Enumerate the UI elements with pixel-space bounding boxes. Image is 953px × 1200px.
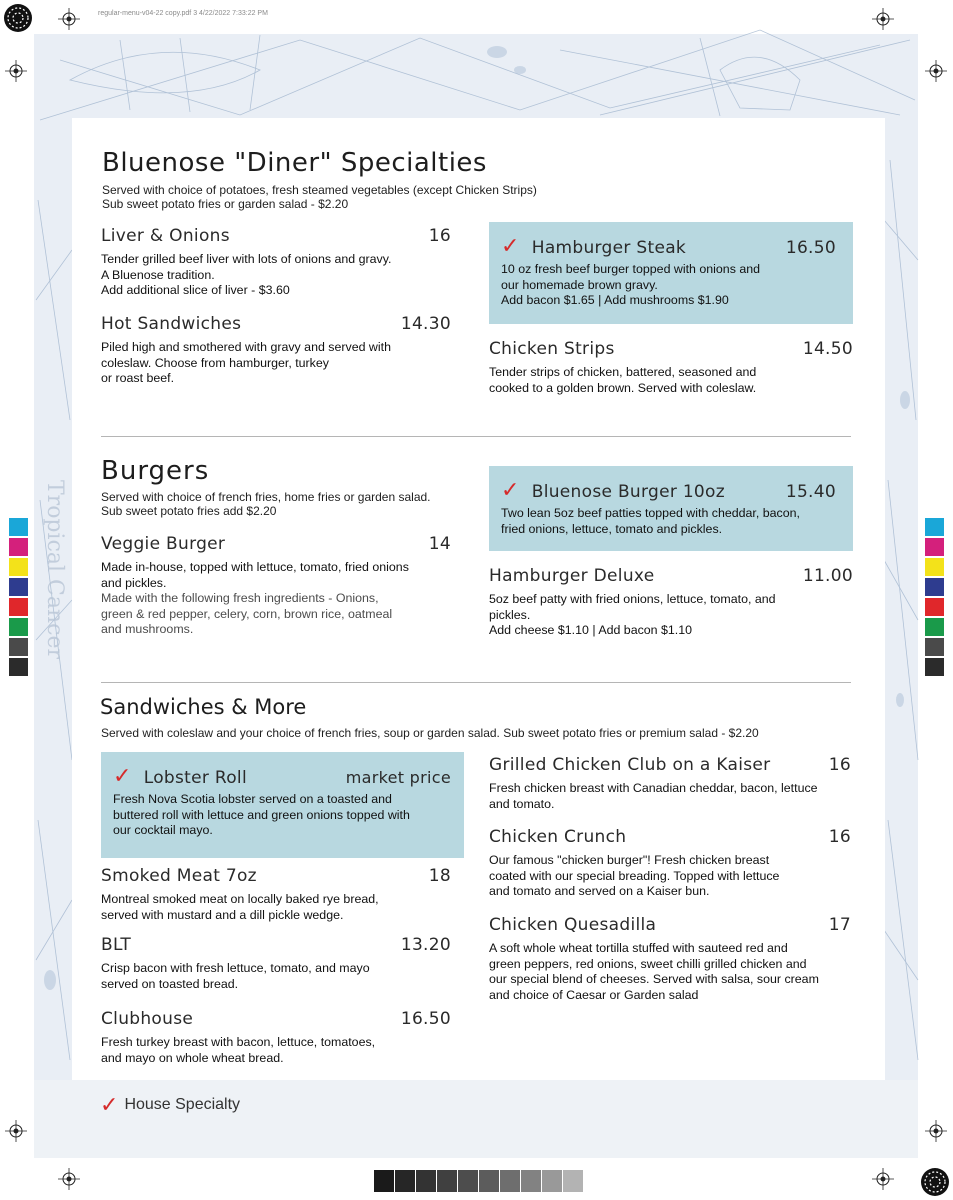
item-price: 15.40 (785, 482, 836, 502)
menu-item (101, 534, 451, 638)
gray-swatch (500, 1170, 520, 1192)
menu-item (489, 915, 851, 1003)
color-swatch (9, 638, 28, 658)
item-price: 17 (828, 915, 851, 935)
menu-item (101, 935, 451, 992)
item-name: BLT (101, 935, 132, 955)
item-description: Piled high and smothered with gravy and served with coleslaw. Choose from hamburger, turkey or roast beef. (101, 340, 391, 385)
item-description: 5oz beef patty with fried onions, lettuce, tomato, and pickles. Add cheese $1.10 | Add bacon $1.10 (489, 592, 776, 637)
color-swatch (9, 618, 28, 638)
section-note-sandwiches: Served with coleslaw and your choice of french fries, soup or garden salad. Sub sweet potato fries or premium salad - $2.20 (101, 726, 759, 740)
color-swatch (9, 538, 28, 558)
checkmark-icon: ✓ (501, 234, 520, 259)
target-mark-icon (920, 1167, 950, 1197)
checkmark-icon: ✓ (501, 478, 520, 503)
item-price: 16.50 (400, 1009, 451, 1029)
item-price: 14.30 (400, 314, 451, 334)
menu-item (101, 866, 451, 923)
registration-mark-icon (5, 1120, 27, 1142)
section-divider (101, 436, 851, 437)
item-description: Tender grilled beef liver with lots of onions and gravy. A Bluenose tradition. Add additional slice of liver - $3.60 (101, 252, 392, 297)
item-name: Veggie Burger (101, 534, 226, 554)
item-description: 10 oz fresh beef burger topped with onions and our homemade brown gravy. Add bacon $1.65 | Add mushrooms $1.90 (501, 262, 761, 307)
item-description: Fresh turkey breast with bacon, lettuce, tomatoes, and mayo on whole wheat bread. (101, 1035, 376, 1065)
color-swatch (925, 578, 944, 598)
color-calibration-bar (925, 518, 944, 678)
print-file-label: regular-menu-v04-22 copy.pdf 3 4/22/2022 7:33:22 PM (98, 10, 268, 17)
item-name: Clubhouse (101, 1009, 194, 1029)
item-price: 18 (428, 866, 451, 886)
item-price: market price (345, 768, 451, 787)
item-description: Fresh Nova Scotia lobster served on a toasted and buttered roll with lettuce and green onions topped with our cocktail mayo. (113, 792, 410, 837)
registration-mark-icon (58, 8, 80, 30)
item-description: Made in-house, topped with lettuce, tomato, fried onions and pickles. (101, 560, 409, 590)
gray-swatch (416, 1170, 436, 1192)
menu-item (489, 755, 851, 812)
item-name: Hamburger Steak (531, 238, 687, 258)
menu-item (113, 766, 451, 839)
legend-label: House Specialty (124, 1096, 241, 1113)
color-swatch (925, 658, 944, 678)
gray-swatch (542, 1170, 562, 1192)
section-title-sandwiches: Sandwiches & More (100, 695, 307, 719)
section-divider (101, 682, 851, 683)
color-swatch (925, 598, 944, 618)
grayscale-calibration-bar (374, 1170, 584, 1192)
section-note-burgers: Served with choice of french fries, home fries or garden salad. Sub sweet potato fries add $2.20 (101, 490, 431, 518)
item-name: Hamburger Deluxe (489, 566, 655, 586)
footer-band (34, 1080, 918, 1158)
house-specialty-box (489, 466, 853, 551)
section-title-burgers: Burgers (101, 456, 210, 486)
menu-item (501, 480, 836, 537)
item-name: Lobster Roll (143, 768, 247, 788)
color-swatch (925, 538, 944, 558)
item-name: Chicken Quesadilla (489, 915, 657, 935)
menu-item (489, 827, 851, 900)
house-specialty-box (101, 752, 464, 858)
registration-mark-icon (925, 60, 947, 82)
item-name: Hot Sandwiches (101, 314, 242, 334)
color-swatch (925, 638, 944, 658)
item-price: 14.50 (802, 339, 853, 359)
color-swatch (9, 518, 28, 538)
item-ingredients: Made with the following fresh ingredients - Onions, green & red pepper, celery, corn, brown rice, oatmeal and mushrooms. (101, 591, 393, 636)
color-swatch (9, 578, 28, 598)
item-price: 13.20 (400, 935, 451, 955)
registration-mark-icon (872, 1168, 894, 1190)
color-swatch (925, 518, 944, 538)
color-swatch (9, 658, 28, 678)
item-name: Chicken Crunch (489, 827, 627, 847)
item-description: Crisp bacon with fresh lettuce, tomato, and mayo served on toasted bread. (101, 961, 370, 991)
gray-swatch (374, 1170, 394, 1192)
gray-swatch (458, 1170, 478, 1192)
menu-item (101, 226, 451, 299)
item-price: 16.50 (785, 238, 836, 258)
menu-item (501, 236, 836, 309)
color-swatch (925, 618, 944, 638)
item-name: Liver & Onions (101, 226, 230, 246)
house-specialty-box (489, 222, 853, 324)
item-description: Our famous "chicken burger"! Fresh chicken breast coated with our special breading. Topped with lettuce and tomato and served on a Kaiser bun. (489, 853, 780, 898)
registration-mark-icon (58, 1168, 80, 1190)
registration-mark-icon (925, 1120, 947, 1142)
item-name: Smoked Meat 7oz (101, 866, 257, 886)
color-calibration-bar (9, 518, 28, 678)
gray-swatch (563, 1170, 583, 1192)
registration-mark-icon (5, 60, 27, 82)
menu-item (101, 314, 451, 387)
color-swatch (925, 558, 944, 578)
item-description: A soft whole wheat tortilla stuffed with sauteed red and green peppers, red onions, sweet chilli grilled chicken and our special blend of cheeses. Served with salsa, sour cream and choice of Caesar or Garden salad (489, 941, 819, 1002)
registration-mark-icon (872, 8, 894, 30)
target-mark-icon (3, 3, 33, 33)
color-swatch (9, 598, 28, 618)
menu-item (489, 566, 853, 639)
item-price: 11.00 (802, 566, 853, 586)
color-swatch (9, 558, 28, 578)
item-description: Two lean 5oz beef patties topped with cheddar, bacon, fried onions, lettuce, tomato and pickles. (501, 506, 800, 536)
menu-item (101, 1009, 451, 1066)
item-name: Grilled Chicken Club on a Kaiser (489, 755, 771, 775)
item-price: 16 (828, 827, 851, 847)
item-price: 16 (428, 226, 451, 246)
menu-item (489, 339, 853, 396)
item-description: Tender strips of chicken, battered, seasoned and cooked to a golden brown. Served with coleslaw. (489, 365, 757, 395)
item-description: Fresh chicken breast with Canadian cheddar, bacon, lettuce and tomato. (489, 781, 818, 811)
item-price: 14 (428, 534, 451, 554)
checkmark-icon: ✓ (113, 764, 132, 789)
section-note-diner: Served with choice of potatoes, fresh steamed vegetables (except Chicken Strips) Sub sweet potato fries or garden salad - $2.20 (102, 183, 537, 211)
gray-swatch (521, 1170, 541, 1192)
gray-swatch (395, 1170, 415, 1192)
item-price: 16 (828, 755, 851, 775)
item-description: Montreal smoked meat on locally baked rye bread, served with mustard and a dill pickle wedge. (101, 892, 379, 922)
section-title-diner: Bluenose "Diner" Specialties (102, 148, 487, 178)
gray-swatch (437, 1170, 457, 1192)
gray-swatch (479, 1170, 499, 1192)
svg-text:Tropical Cancer: Tropical Cancer (42, 480, 67, 659)
item-name: Bluenose Burger 10oz (531, 482, 725, 502)
checkmark-icon: ✓ (100, 1092, 119, 1117)
item-name: Chicken Strips (489, 339, 615, 359)
house-specialty-legend (100, 1094, 240, 1116)
